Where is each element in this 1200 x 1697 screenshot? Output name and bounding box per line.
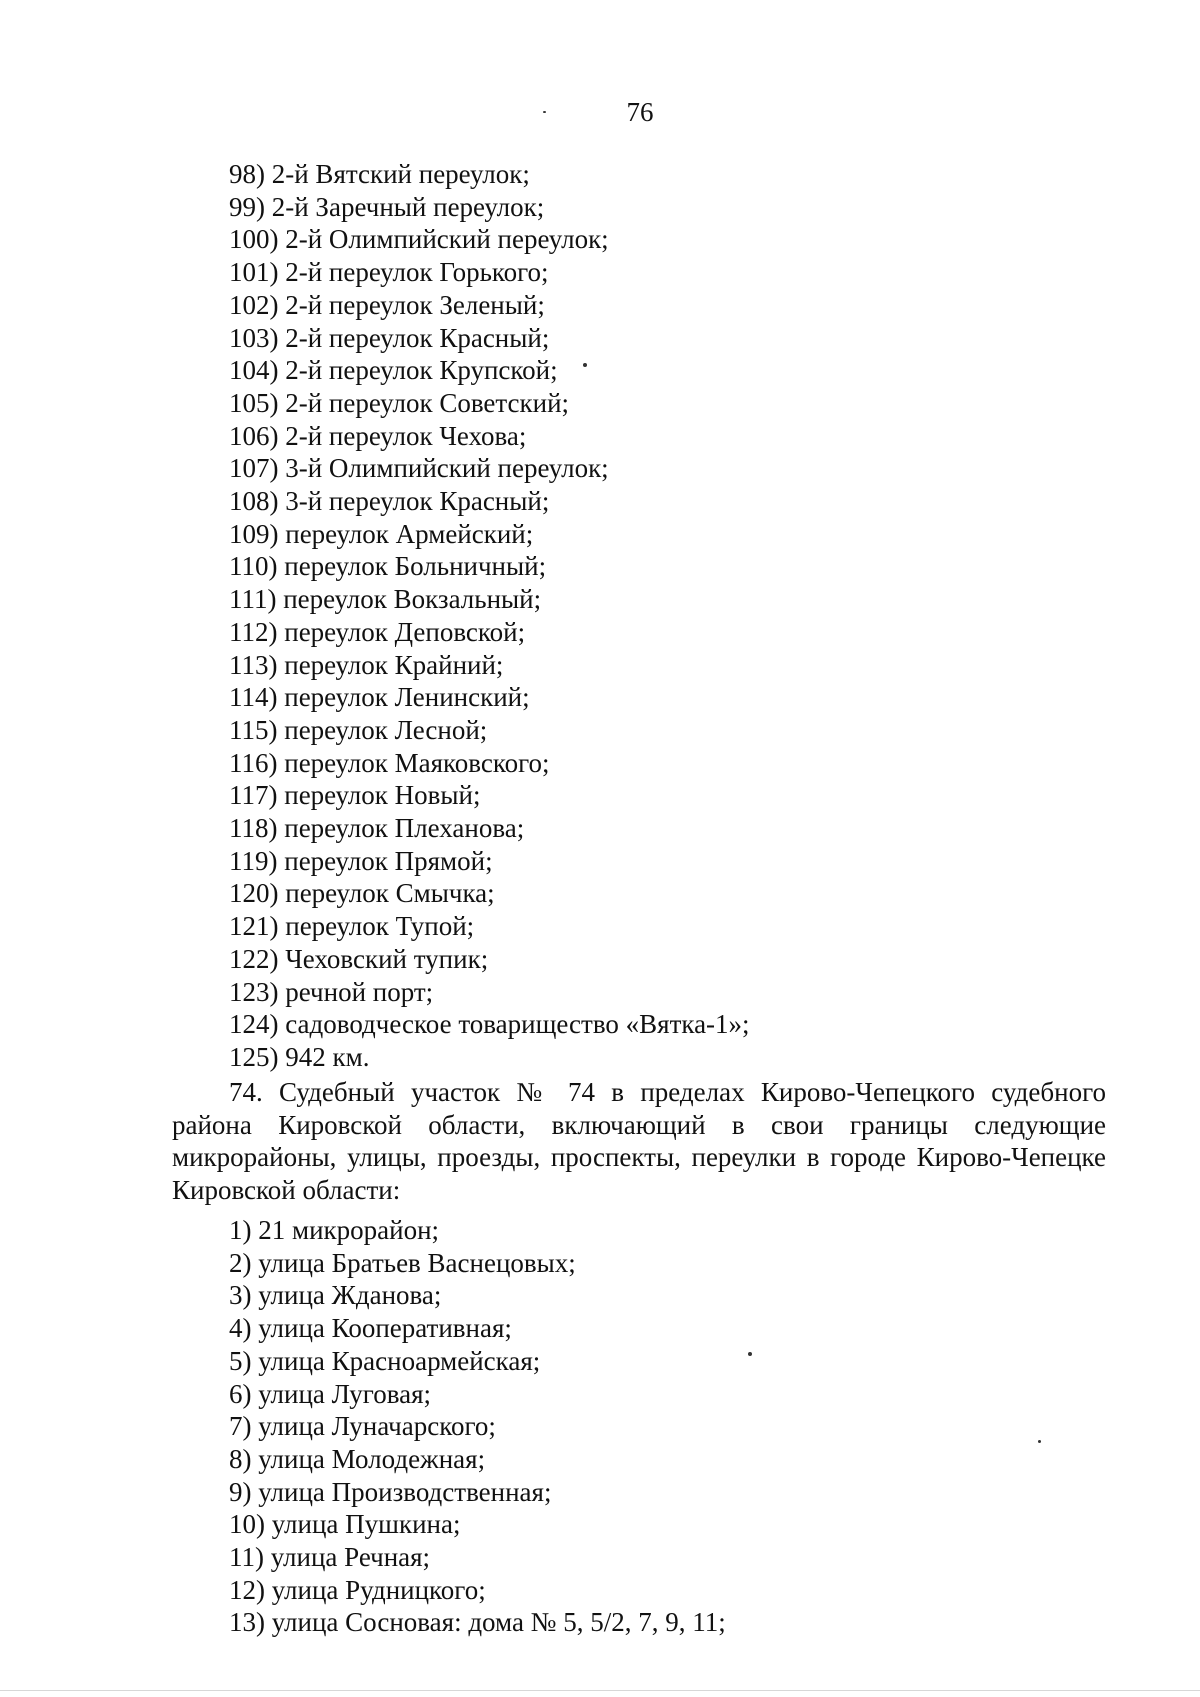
list-item: 113) переулок Крайний; (229, 649, 504, 680)
list-item: 12) улица Рудницкого; (229, 1574, 486, 1605)
list-item: 6) улица Луговая; (229, 1378, 431, 1409)
street-list-part-1 (229, 158, 750, 1074)
list-item: 98) 2-й Вятский переулок; (229, 159, 530, 189)
list-item: 111) переулок Вокзальный; (229, 584, 542, 615)
list-item: 121) переулок Тупой; (229, 911, 475, 942)
section-paragraph: 74. Судебный участок № 74 в пределах Кирово-Чепецкого судебного района Кировской области, включающий в свои границы следующие микрорайоны, улицы, проезды, проспекты, переулки в городе Кирово-Чепецке Кировской области: (172, 1077, 1106, 1206)
page-number: 76 (626, 97, 654, 127)
list-item: 115) переулок Лесной; (229, 714, 488, 745)
list-item: 118) переулок Плеханова; (229, 813, 525, 844)
list-item: 116) переулок Маяковского; (229, 747, 550, 778)
list-item: 3) улица Жданова; (229, 1280, 442, 1311)
list-item: 119) переулок Прямой; (229, 845, 493, 876)
list-item: 13) улица Сосновая: дома № 5, 5/2, 7, 9, 11; (229, 1607, 726, 1638)
list-item: 10) улица Пушкина; (229, 1509, 461, 1540)
list-item: 101) 2-й переулок Горького; (229, 257, 549, 288)
scan-artifact-line (0, 1690, 1200, 1691)
list-item: 124) садоводческое товарищество «Вятка-1»; (229, 1009, 750, 1040)
list-item: 9) улица Производственная; (229, 1476, 552, 1507)
list-item: 107) 3-й Олимпийский переулок; (229, 453, 609, 484)
list-item: 100) 2-й Олимпийский переулок; (229, 224, 609, 255)
scan-speck (1038, 1440, 1041, 1443)
list-item: 105) 2-й переулок Советский; (229, 387, 570, 418)
list-item: 112) переулок Деповской; (229, 616, 526, 647)
list-item: 4) улица Кооперативная; (229, 1313, 512, 1344)
list-item: 103) 2-й переулок Красный; (229, 322, 550, 353)
scan-speck (748, 1352, 752, 1356)
list-item: 109) переулок Армейский; (229, 518, 534, 549)
list-item: 117) переулок Новый; (229, 780, 481, 811)
list-item: 108) 3-й переулок Красный; (229, 486, 550, 517)
street-list-part-2 (229, 1214, 726, 1639)
list-item: 5) улица Красноармейская; (229, 1345, 541, 1376)
list-item: 99) 2-й Заречный переулок; (229, 191, 545, 222)
list-item: 7) улица Луначарского; (229, 1411, 496, 1442)
list-item: 11) улица Речная; (229, 1542, 431, 1573)
list-item: 120) переулок Смычка; (229, 878, 495, 909)
list-item: 106) 2-й переулок Чехова; (229, 420, 527, 451)
list-item: 2) улица Братьев Васнецовых; (229, 1247, 576, 1278)
list-item: 104) 2-й переулок Крупской; (229, 355, 558, 386)
list-item: 114) переулок Ленинский; (229, 682, 530, 713)
list-item: 122) Чеховский тупик; (229, 943, 489, 974)
list-item: 125) 942 км. (229, 1041, 370, 1072)
list-item: 123) речной порт; (229, 976, 434, 1007)
list-item: 1) 21 микрорайон; (229, 1215, 440, 1245)
list-item: 8) улица Молодежная; (229, 1443, 486, 1474)
list-item: 102) 2-й переулок Зеленый; (229, 289, 545, 320)
scan-speck (583, 363, 587, 367)
list-item: 110) переулок Больничный; (229, 551, 547, 582)
scan-speck (543, 111, 546, 113)
